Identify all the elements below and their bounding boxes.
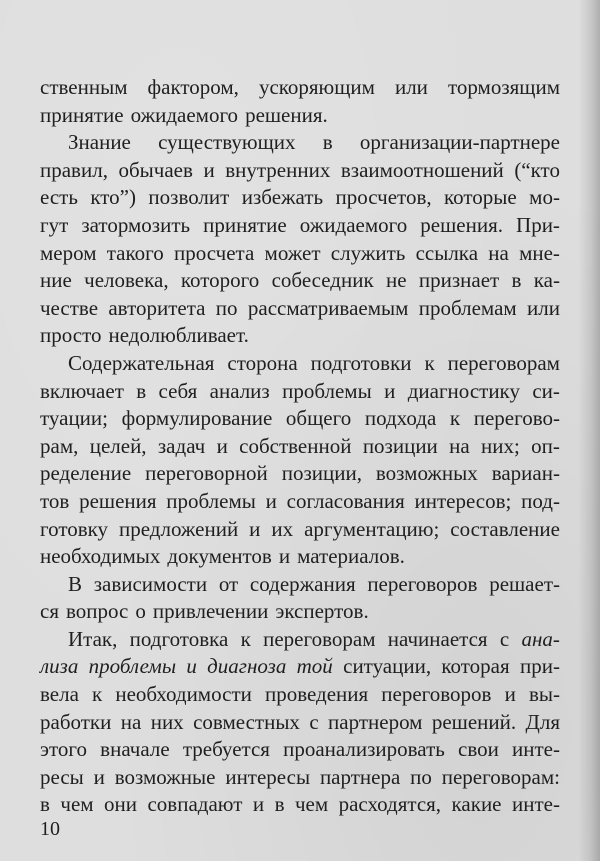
text-line: рам, целей, задач и собственной позиции на них; оп- — [40, 433, 560, 458]
text-line: ся вопрос о привлечении экспертов. — [40, 599, 369, 624]
text-line: Итак, подготовка к переговорам начинается с ана- — [68, 626, 560, 651]
text-line: ресы и возможные интересы партнера по переговорам: — [40, 764, 560, 789]
text-line: гут затормозить принятие ожидаемого решения. При- — [40, 212, 560, 237]
text-line: мером такого просчета может служить ссылка на мне- — [40, 240, 560, 265]
text-line: включает в себя анализ проблемы и диагностику си- — [40, 378, 560, 403]
text-line: лиза проблемы и диагноза той ситуации, которая при- — [40, 654, 560, 679]
text-line: тов решения проблемы и согласования интересов; под- — [40, 488, 560, 513]
text-line: этого вначале требуется проанализировать свои инте- — [40, 737, 560, 762]
text-line: ние человека, которого собеседник не признает в ка- — [40, 268, 560, 293]
text-line: туации; формулирование общего подхода к перегово- — [40, 406, 560, 431]
text-line: принятие ожидаемого решения. — [40, 102, 328, 127]
text-line: Знание существующих в организации-партнере — [68, 130, 560, 155]
text-line: правил, обычаев и внутренних взаимоотношений (“кто — [40, 157, 560, 182]
text-line: вела к необходимости проведения переговоров и вы- — [40, 682, 560, 707]
spine-shadow — [578, 0, 600, 861]
text-line: просто недолюбливает. — [40, 323, 249, 348]
text-line: готовку предложений и их аргументацию; составление — [40, 516, 560, 541]
text-line: работки на них совместных с партнером решений. Для — [40, 709, 560, 734]
text-line: есть кто”) позволит избежать просчетов, которые мо- — [40, 185, 560, 210]
text-line: необходимых документов и материалов. — [40, 544, 405, 569]
text-line: честве авторитета по рассматриваемым проблемам или — [40, 295, 560, 320]
text-line: ственным фактором, ускоряющим или тормозящим — [40, 75, 560, 99]
text-line: Содержательная сторона подготовки к переговорам — [68, 350, 560, 375]
text-line: В зависимости от содержания переговоров решает- — [68, 571, 560, 596]
text-line: в чем они совпадают и в чем расходятся, какие инте- — [40, 792, 560, 817]
text-line: ределение переговорной позиции, возможных вариан- — [40, 461, 560, 486]
body-text — [40, 74, 560, 819]
page-number: 10 — [40, 818, 60, 840]
